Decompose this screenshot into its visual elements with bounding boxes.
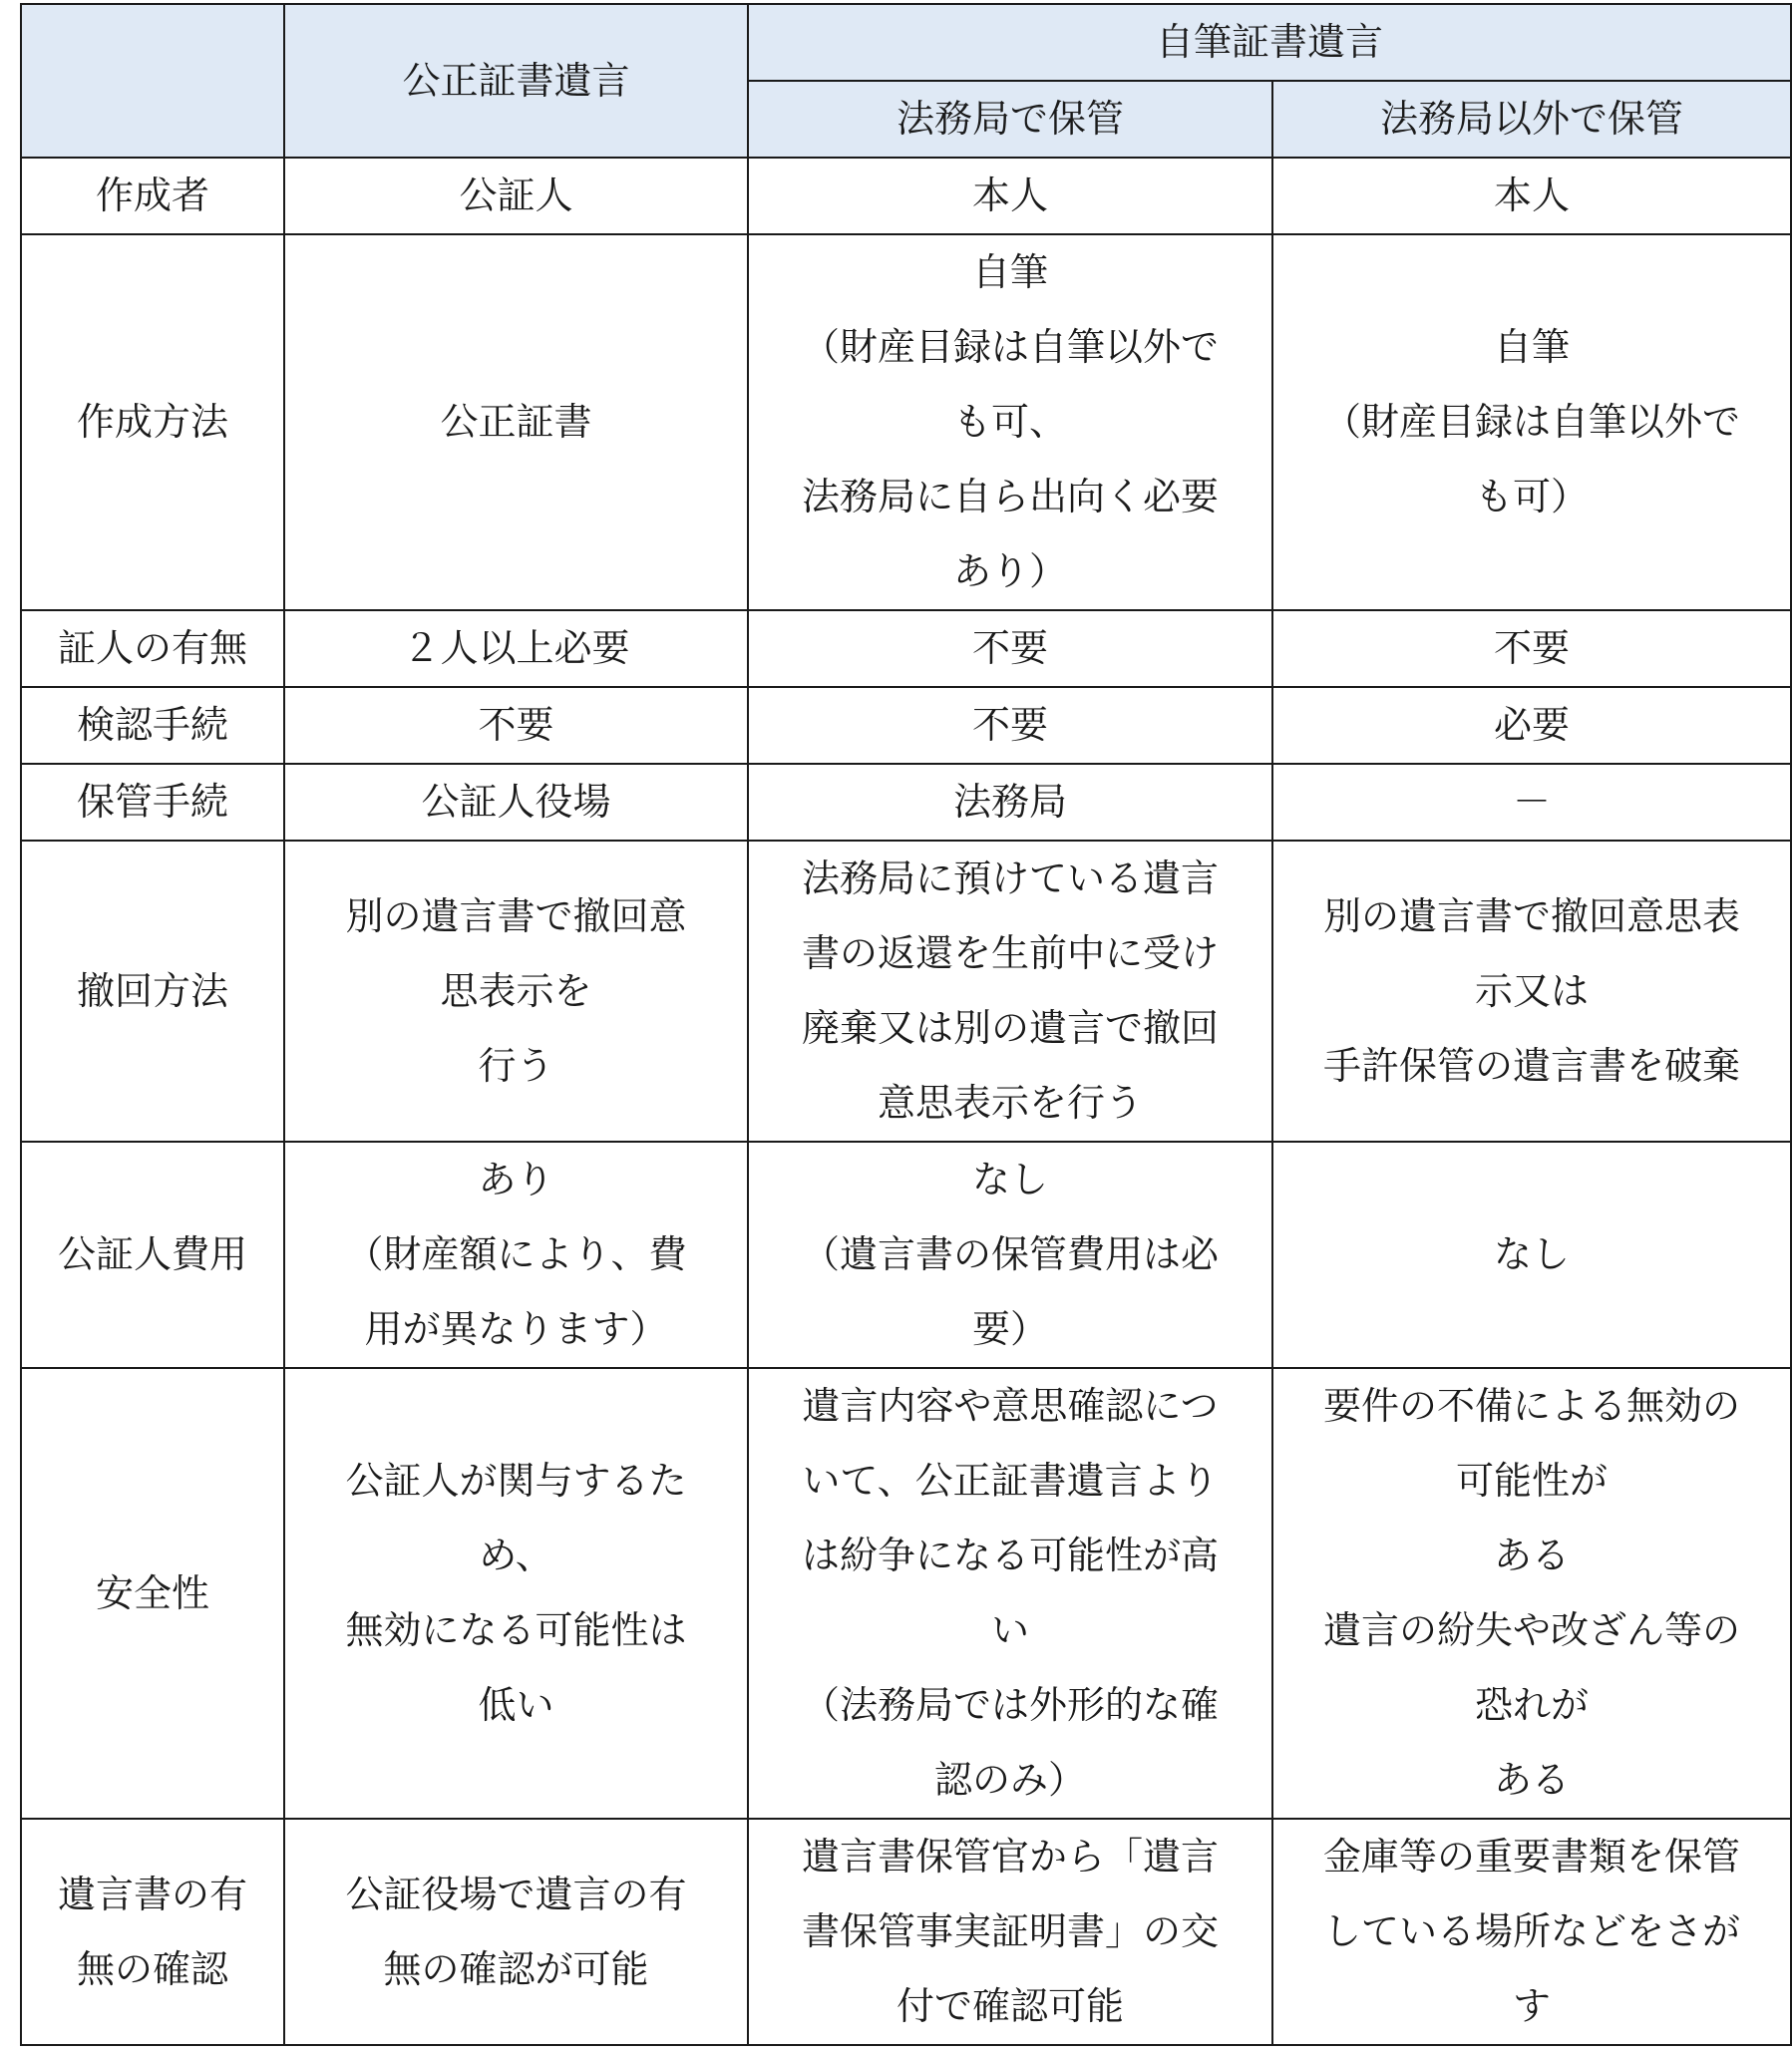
table-row: [21, 1142, 1791, 1368]
cell-bureau: 遺言内容や意思確認につ いて、公正証書遺言より は紛争になる可能性が高 い （法務局では外形的な確 認のみ）: [748, 1368, 1272, 1819]
cell-public: あり （財産額により、費 用が異なります）: [284, 1142, 748, 1368]
row-label: 作成方法: [21, 234, 284, 610]
cell-bureau: なし （遺言書の保管費用は必 要）: [748, 1142, 1272, 1368]
header-corner-cell: [21, 4, 284, 158]
cell-bureau: 不要: [748, 610, 1272, 687]
cell-other: 本人: [1272, 158, 1791, 234]
cell-public: 公証人が関与するた め、 無効になる可能性は 低い: [284, 1368, 748, 1819]
row-label: 作成者: [21, 158, 284, 234]
table-row: [21, 1819, 1791, 2045]
cell-other: なし: [1272, 1142, 1791, 1368]
cell-other: 要件の不備による無効の 可能性が ある 遺言の紛失や改ざん等の 恐れが ある: [1272, 1368, 1791, 1819]
cell-bureau: 法務局: [748, 764, 1272, 841]
table-row: [21, 610, 1791, 687]
table-row: [21, 841, 1791, 1142]
cell-other: 必要: [1272, 687, 1791, 764]
cell-bureau: 不要: [748, 687, 1272, 764]
table-row: [21, 158, 1791, 234]
row-label: 公証人費用: [21, 1142, 284, 1368]
cell-bureau: 自筆 （財産目録は自筆以外で も可、 法務局に自ら出向く必要 あり）: [748, 234, 1272, 610]
header-holographic-will: 自筆証書遺言: [748, 4, 1791, 81]
header-stored-elsewhere: 法務局以外で保管: [1272, 81, 1791, 158]
row-label: 撤回方法: [21, 841, 284, 1142]
header-public-will: 公正証書遺言: [284, 4, 748, 158]
cell-public: 公証役場で遺言の有 無の確認が可能: [284, 1819, 748, 2045]
cell-other: 不要: [1272, 610, 1791, 687]
cell-public: 不要: [284, 687, 748, 764]
header-stored-at-bureau: 法務局で保管: [748, 81, 1272, 158]
cell-public: 公正証書: [284, 234, 748, 610]
cell-other: －: [1272, 764, 1791, 841]
row-label: 保管手続: [21, 764, 284, 841]
cell-public: 別の遺言書で撤回意 思表示を 行う: [284, 841, 748, 1142]
will-comparison-table: [20, 3, 1792, 2046]
table-row: [21, 764, 1791, 841]
cell-public: 公証人役場: [284, 764, 748, 841]
table-row: [21, 1368, 1791, 1819]
cell-bureau: 法務局に預けている遺言 書の返還を生前中に受け 廃棄又は別の遺言で撤回 意思表示を行う: [748, 841, 1272, 1142]
row-label: 証人の有無: [21, 610, 284, 687]
row-label: 遺言書の有 無の確認: [21, 1819, 284, 2045]
comparison-table-wrapper: [20, 3, 1792, 2046]
row-label: 安全性: [21, 1368, 284, 1819]
cell-public: 公証人: [284, 158, 748, 234]
header-row-1: [21, 4, 1791, 81]
cell-other: 別の遺言書で撤回意思表 示又は 手許保管の遺言書を破棄: [1272, 841, 1791, 1142]
cell-bureau: 遺言書保管官から「遺言 書保管事実証明書」の交 付で確認可能: [748, 1819, 1272, 2045]
row-label: 検認手続: [21, 687, 284, 764]
table-row: [21, 687, 1791, 764]
table-row: [21, 234, 1791, 610]
cell-bureau: 本人: [748, 158, 1272, 234]
cell-public: ２人以上必要: [284, 610, 748, 687]
cell-other: 金庫等の重要書類を保管 している場所などをさが す: [1272, 1819, 1791, 2045]
cell-other: 自筆 （財産目録は自筆以外で も可）: [1272, 234, 1791, 610]
